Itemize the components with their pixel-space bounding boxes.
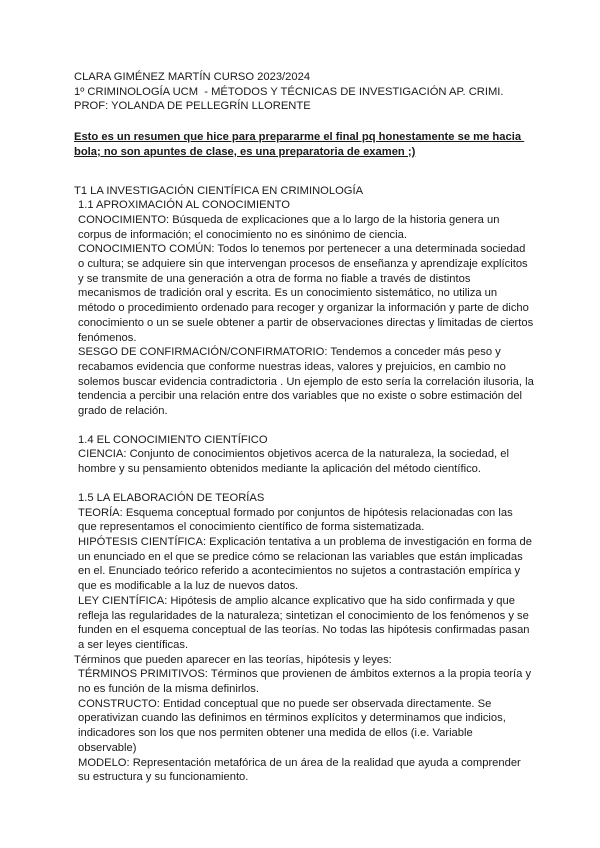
- author-line: CLARA GIMÉNEZ MARTÍN CURSO 2023/2024: [74, 71, 311, 83]
- section-1-1-title: 1.1 APROXIMACIÓN AL CONOCIMIENTO: [78, 199, 290, 212]
- section-1-4-title: 1.4 EL CONOCIMIENTO CIENTÍFICO: [78, 433, 268, 446]
- topic-title: T1 LA INVESTIGACIÓN CIENTÍFICA EN CRIMINOLOGÍA: [74, 184, 364, 197]
- course-line: 1º CRIMINOLOGÍA UCM - MÉTODOS Y TÉCNICAS DE INVESTIGACIÓN AP. CRIMI.: [74, 85, 504, 98]
- def-ciencia: CIENCIA: Conjunto de conocimientos objetivos acerca de la naturaleza, la sociedad, el hombre y su pensamiento obtenidos mediante la aplicación del método científico.: [78, 448, 513, 476]
- def-conocimiento-comun: CONOCIMIENTO COMÚN: Todos lo tenemos por pertenecer a una determinada sociedad o cultura; se adquiere sin que intervengan procesos de enseñanza y aprendizaje explícitos y se transmite de una generación a otra de forma no fiable a través de distintos mecanismos de tradición oral y escrita. Es un conocimiento sistemático, no utiliza un método o procedimiento ordenado para recoger y organizar la información y parte de dicho conocimiento o un se suele obtener a partir de observaciones directas y limitadas de ciertos fenómenos.: [78, 243, 537, 344]
- def-hipotesis: HIPÓTESIS CIENTÍFICA: Explicación tentativa a un problema de investigación en forma de un enunciado en el que se predice cómo se relacionan las variables que están implicadas en el. Enunciado teórico referido a acontecimientos no sujetos a contrastación empírica y que es modificable a la luz de nuevos datos.: [78, 535, 536, 593]
- def-ley-cientifica: LEY CIENTÍFICA: Hipótesis de amplio alcance explicativo que ha sido confirmada y que refleja las regularidades de la naturaleza; sintetizan el conocimiento de los fenómenos y se funden en el esquema conceptual de las teorías. No todas las hipótesis confirmadas pasan a ser leyes científicas.: [78, 594, 533, 651]
- summary-notice: Esto es un resumen que hice para prepararme el final pq honestamente se me hacia bola; no son apuntes de clase, es una preparatoria de examen ;): [74, 131, 525, 158]
- def-constructo: CONSTRUCTO: Entidad conceptual que no puede ser observada directamente. Se operativizan cuando las definimos en términos explícitos y determinamos que indicios, indicadores son los que nos permiten obtener una medida de ellos (i.e. Variable observable): [78, 697, 509, 754]
- section-1-5-title: 1.5 LA ELABORACIÓN DE TEORÍAS: [78, 491, 265, 504]
- def-sesgo-confirmacion: SESGO DE CONFIRMACIÓN/CONFIRMATORIO: Tendemos a conceder más peso y recabamos evidencia que conforme nuestras ideas, valores y prejuicios, en cambio no solemos buscar evidencia contradictoria . Un ejemplo de esto sería la correlación ilusoria, la tendencia a percibir una relación entre dos variables que no existe o sobre estimación del grado de relación.: [78, 346, 537, 418]
- def-terminos-primitivos: TÉRMINOS PRIMITIVOS: Términos que provienen de ámbitos externos a la propia teoría y no es función de la misma definirlos.: [78, 668, 535, 696]
- def-modelo: MODELO: Representación metafórica de un área de la realidad que ayuda a comprender su estructura y su funcionamiento.: [78, 756, 524, 784]
- document-body: [74, 70, 537, 785]
- terms-intro: Términos que pueden aparecer en las teorías, hipótesis y leyes:: [74, 653, 392, 666]
- def-teoria: TEORÍA: Esquema conceptual formado por conjuntos de hipótesis relacionadas con las que representamos el conocimiento científico de forma sistematizada.: [78, 506, 516, 534]
- def-conocimiento: CONOCIMIENTO: Búsqueda de explicaciones que a lo largo de la historia genera un corpus de información; el conocimiento no es sinónimo de ciencia.: [78, 213, 503, 241]
- professor-line: PROF: YOLANDA DE PELLEGRÍN LLORENTE: [74, 100, 311, 113]
